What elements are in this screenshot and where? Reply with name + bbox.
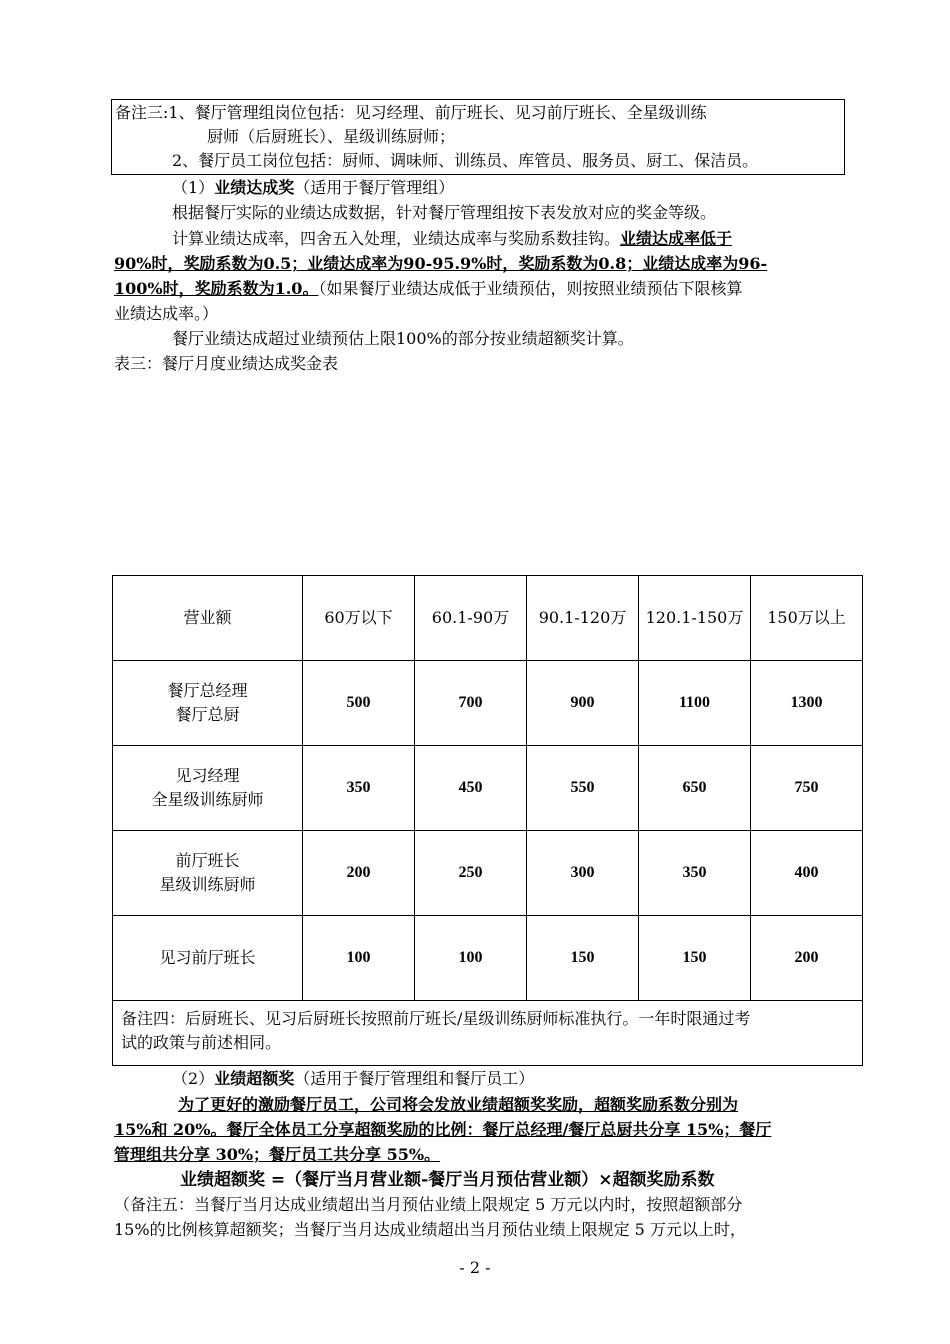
bonus-value: 550 — [527, 746, 639, 831]
bonus-value: 300 — [527, 831, 639, 916]
note-3-line-1: 备注三:1、餐厅管理组岗位包括：见习经理、前厅班长、见习前厅班长、全星级训练 — [115, 103, 707, 122]
section-1-number: （1） — [172, 178, 215, 197]
role-cell — [113, 831, 303, 916]
section-2-number: （2） — [172, 1069, 215, 1088]
section-1-para-3: 餐厅业绩达成超过业绩预估上限100%的部分按业绩超额奖计算。 — [172, 329, 634, 348]
bonus-value: 100 — [415, 916, 527, 1001]
header-cell-revenue: 营业额 — [113, 576, 303, 661]
section-2-bold-line-3: 管理组共分享 30%；餐厅员工共分享 55%。 — [114, 1145, 441, 1164]
bonus-value: 450 — [415, 746, 527, 831]
note-4-line-2: 试的政策与前述相同。 — [121, 1033, 282, 1052]
section-1-para-2-line-3 — [114, 277, 742, 301]
note-5-line-1: （备注五：当餐厅当月达成业绩超出当月预估业绩上限规定 5 万元以内时，按照超额部分 — [114, 1195, 743, 1214]
bonus-value: 400 — [751, 831, 863, 916]
section-1-para-1: 根据餐厅实际的业绩达成数据，针对餐厅管理组按下表发放对应的奖金等级。 — [172, 203, 717, 222]
bonus-value: 150 — [639, 916, 751, 1001]
table-3-caption: 表三：餐厅月度业绩达成奖金表 — [114, 354, 339, 373]
header-cell-tier-5: 150万以上 — [751, 576, 863, 661]
bonus-value: 200 — [303, 831, 415, 916]
role-cell — [113, 746, 303, 831]
note-4-line-1: 备注四：后厨班长、见习后厨班长按照前厅班长/星级训练厨师标准执行。一年时限通过考 — [121, 1009, 751, 1028]
para-2-plain-text: 计算业绩达成率，四舍五入处理，业绩达成率与奖励系数挂钩。 — [172, 229, 621, 248]
note-3-line-3: 2、餐厅员工岗位包括：厨师、调味师、训练员、库管员、服务员、厨工、保洁员。 — [172, 151, 759, 170]
section-2-scope: （适用于餐厅管理组和餐厅员工） — [294, 1069, 535, 1088]
table-row — [113, 831, 863, 916]
section-1-para-2-line-2: 90%时，奖励系数为0.5；业绩达成率为90-95.9%时，奖励系数为0.8；业绩达成率为96- — [114, 254, 768, 273]
table-row — [113, 916, 863, 1001]
header-cell-tier-4: 120.1-150万 — [639, 576, 751, 661]
role-line-1: 见习经理 — [175, 766, 240, 785]
section-2-bold-line-1: 为了更好的激励餐厅员工，公司将会发放业绩超额奖奖励，超额奖励系数分别为 — [178, 1095, 739, 1114]
bonus-value: 500 — [303, 661, 415, 746]
note-5-line-2: 15%的比例核算超额奖；当餐厅当月达成业绩超出当月预估业绩上限规定 5 万元以上时， — [114, 1220, 746, 1239]
role-line-2: 餐厅总厨 — [175, 705, 240, 724]
bonus-value: 150 — [527, 916, 639, 1001]
role-line-2: 星级训练厨师 — [159, 875, 256, 894]
bonus-table-note-row — [113, 1001, 863, 1066]
table-row — [113, 661, 863, 746]
note-3-line-2: 厨师（后厨班长）、星级训练厨师； — [207, 127, 456, 146]
bonus-value: 100 — [303, 916, 415, 1001]
para-2-plain-end: （如果餐厅业绩达成低于业绩预估，则按照业绩预估下限核算 — [318, 279, 743, 298]
role-line-1: 餐厅总经理 — [167, 681, 248, 700]
bonus-value: 750 — [751, 746, 863, 831]
header-cell-tier-1: 60万以下 — [303, 576, 415, 661]
bonus-table-header-row — [113, 576, 863, 661]
bonus-value: 1300 — [751, 661, 863, 746]
section-2-title: 业绩超额奖 — [214, 1069, 295, 1088]
bonus-value: 900 — [527, 661, 639, 746]
role-line-1: 见习前厅班长 — [159, 948, 256, 967]
bonus-value: 250 — [415, 831, 527, 916]
para-2-bold-end: 100%时，奖励系数为1.0。 — [114, 279, 319, 298]
note-4-cell — [113, 1001, 863, 1066]
bonus-table — [112, 575, 863, 1066]
role-line-1: 前厅班长 — [175, 851, 240, 870]
bonus-value: 1100 — [639, 661, 751, 746]
header-cell-tier-3: 90.1-120万 — [527, 576, 639, 661]
section-1-heading — [172, 176, 454, 200]
section-1-title: 业绩达成奖 — [214, 178, 295, 197]
role-line-2: 全星级训练厨师 — [151, 790, 264, 809]
para-2-bold-text: 业绩达成率低于 — [620, 229, 733, 248]
section-2-heading — [172, 1067, 534, 1091]
bonus-value: 200 — [751, 916, 863, 1001]
role-cell — [113, 916, 303, 1001]
bonus-value: 350 — [303, 746, 415, 831]
section-1-para-2-line-1 — [172, 227, 732, 251]
table-row — [113, 746, 863, 831]
bonus-formula: 业绩超额奖 =（餐厅当月营业额-餐厅当月预估营业额）×超额奖励系数 — [180, 1170, 715, 1190]
page-number: - 2 - — [459, 1258, 491, 1277]
section-2-bold-line-2: 15%和 20%。餐厅全体员工分享超额奖励的比例：餐厅总经理/餐厅总厨共分享 15%；餐厅 — [114, 1120, 772, 1139]
bonus-value: 350 — [639, 831, 751, 916]
header-cell-tier-2: 60.1-90万 — [415, 576, 527, 661]
role-cell — [113, 661, 303, 746]
section-1-para-2-line-4: 业绩达成率。） — [114, 304, 219, 323]
bonus-value: 650 — [639, 746, 751, 831]
section-1-scope: （适用于餐厅管理组） — [294, 178, 455, 197]
bonus-value: 700 — [415, 661, 527, 746]
